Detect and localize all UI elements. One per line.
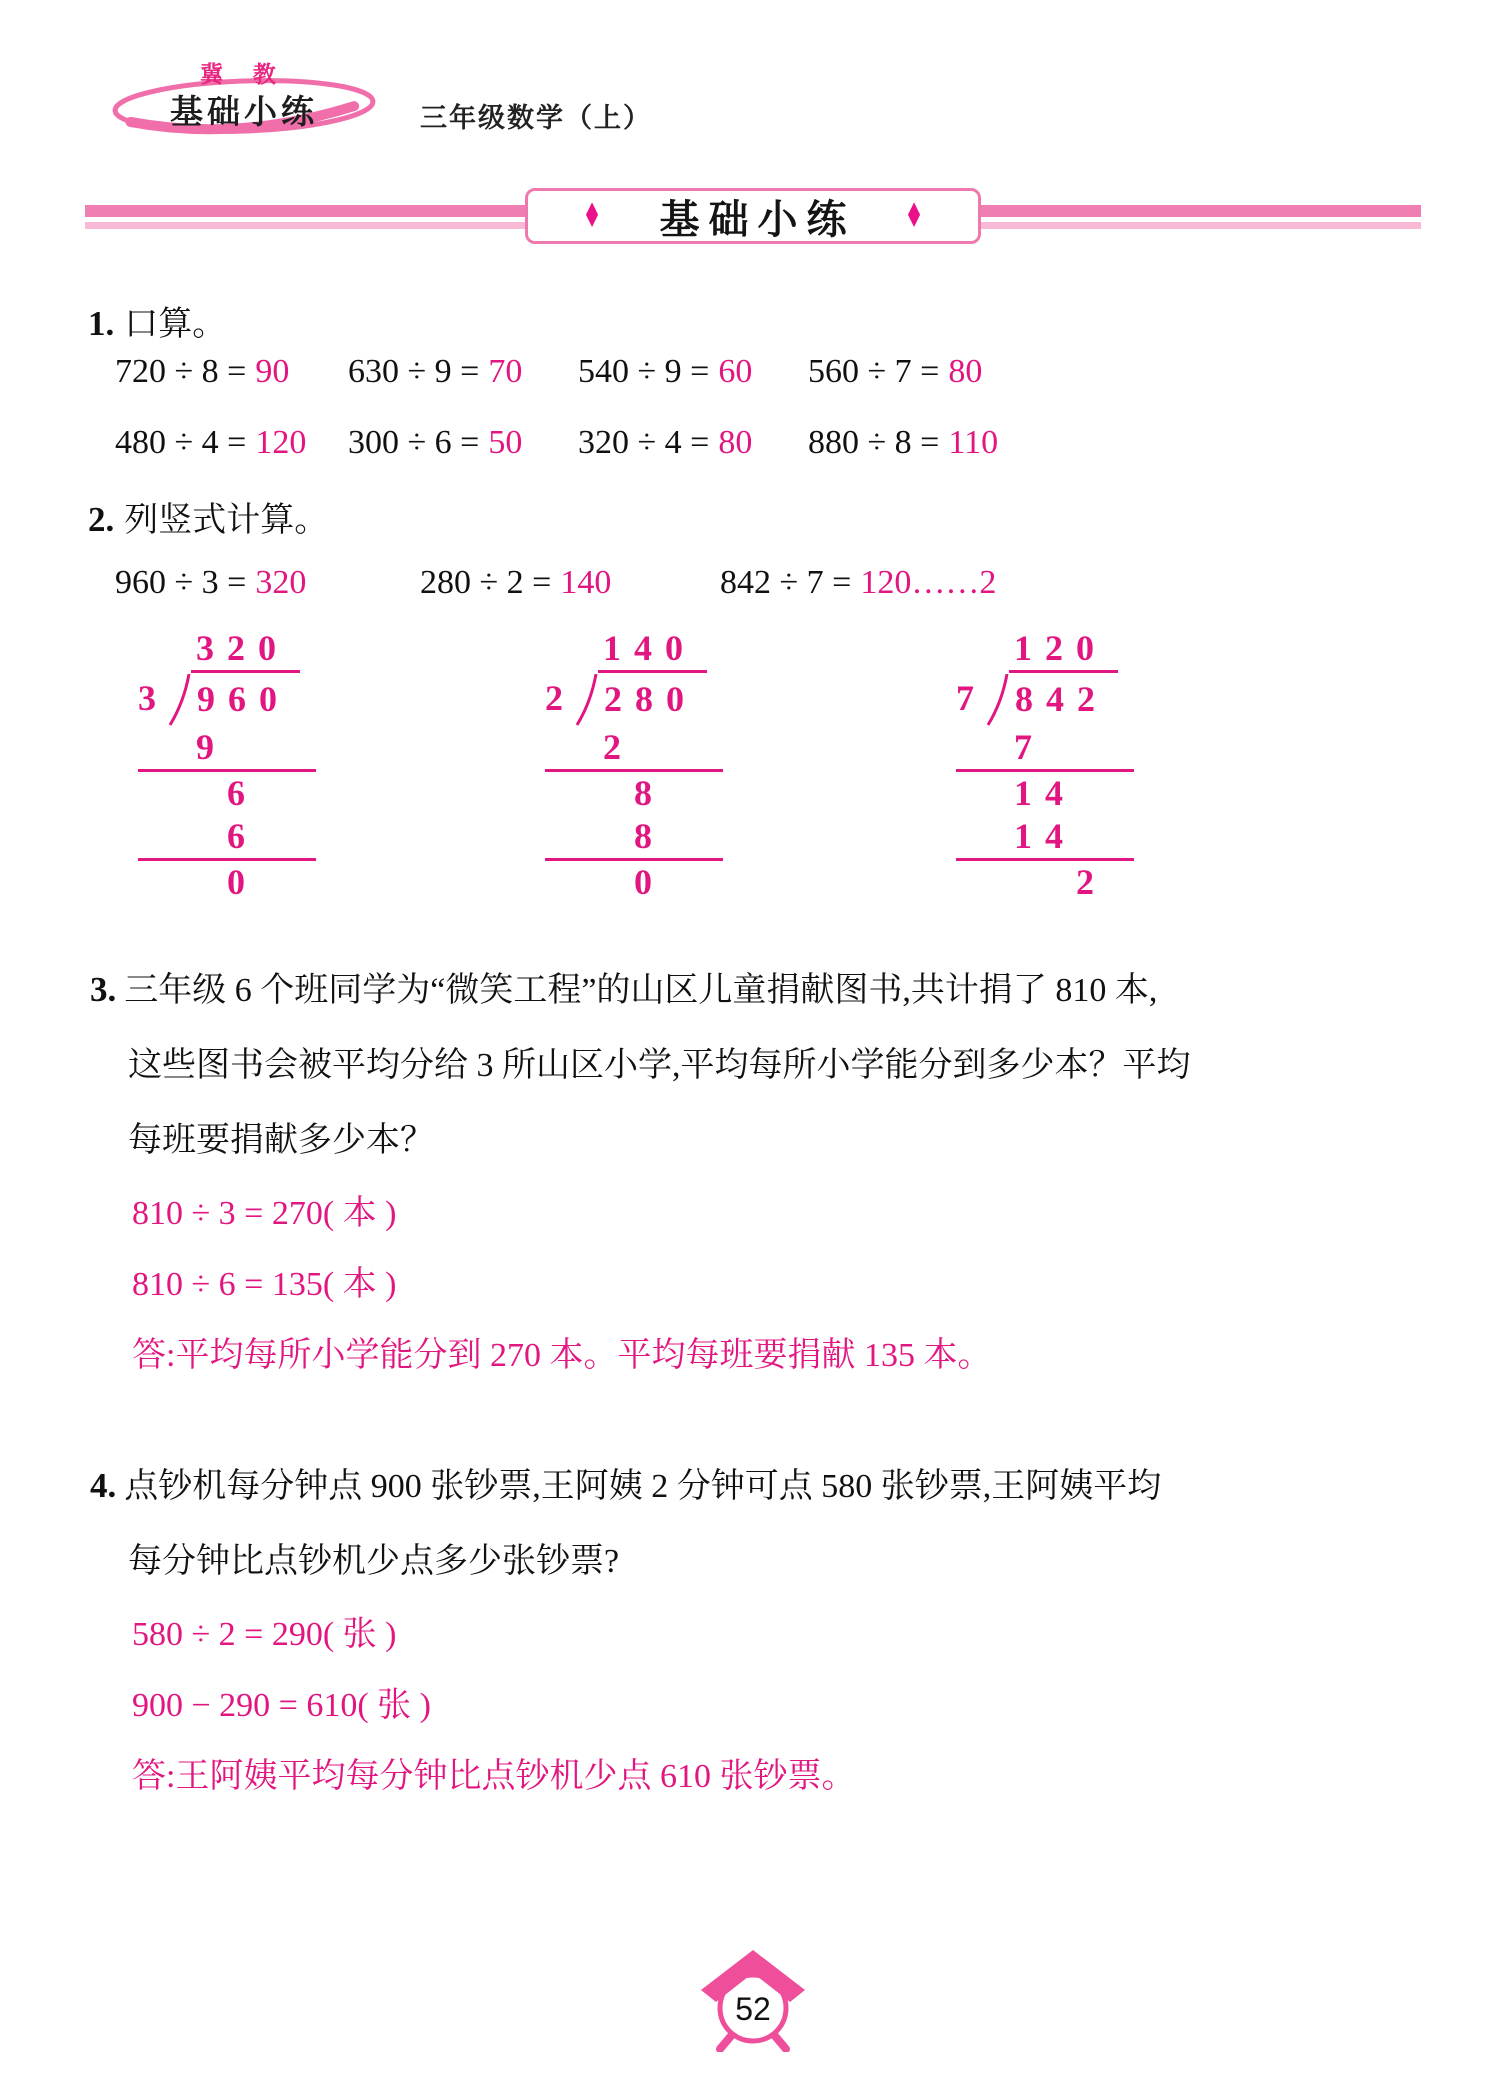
division-bracket-icon: [576, 674, 598, 726]
page-number: 52: [735, 1991, 771, 2027]
question-4: [90, 1448, 1420, 1812]
equation: 720 ÷ 8 = 90: [115, 353, 290, 390]
solution-line: 580 ÷ 2 = 290( 张 ): [132, 1616, 397, 1653]
book-title: 三年级数学（上）: [420, 103, 652, 133]
division-step: 6: [227, 773, 258, 813]
question-text-line: 每班要捐献多少本？: [128, 1122, 434, 1159]
division-step: 14: [956, 815, 1134, 861]
solution-line: 答:平均每所小学能分到 270 本。平均每班要捐献 135 本。: [132, 1337, 992, 1374]
division-step: 6: [138, 815, 316, 861]
section-banner: [85, 188, 1421, 250]
quotient: 120: [1014, 628, 1107, 668]
question-2-heading: [88, 492, 328, 541]
equation: 320 ÷ 4 = 80: [578, 424, 753, 461]
equation: 540 ÷ 9 = 60: [578, 353, 753, 390]
question-text-line: 4. 点钞机每分钟点 900 张钞票,王阿姨 2 分钟可点 580 张钞票,王阿姨平均: [90, 1466, 1162, 1505]
answer: 320: [255, 564, 307, 601]
answer: 110: [948, 424, 999, 461]
division-step: 0: [634, 862, 665, 902]
answer: 70: [488, 353, 523, 390]
division-bracket-icon: [987, 674, 1009, 726]
question-title: 列竖式计算。: [124, 502, 329, 539]
brand-logo: [108, 44, 380, 140]
question-1-heading: [88, 296, 226, 345]
question-number: 4.: [90, 1466, 117, 1505]
long-division-work-1: [138, 626, 316, 904]
dividend: 280: [598, 670, 707, 726]
answer: 90: [255, 353, 290, 390]
division-step: 8: [545, 815, 723, 861]
solution-line: 810 ÷ 6 = 135( 本 ): [132, 1266, 397, 1303]
division-step: 9: [138, 726, 316, 772]
answer: 120……2: [860, 564, 997, 601]
question-title: 口算。: [124, 306, 227, 343]
equation: 280 ÷ 2 = 140: [420, 564, 612, 601]
equation: 960 ÷ 3 = 320: [115, 564, 307, 601]
solution-line: 900 − 290 = 610( 张 ): [132, 1687, 431, 1724]
division-bracket-icon: [169, 674, 191, 726]
division-step: 0: [227, 862, 258, 902]
answer: 60: [718, 353, 753, 390]
divisor: 7: [956, 678, 987, 718]
quotient: 140: [603, 628, 696, 668]
equation: 480 ÷ 4 = 120: [115, 424, 307, 461]
answer: 120: [255, 424, 307, 461]
answer: 80: [718, 424, 753, 461]
division-step: 2: [1076, 862, 1107, 902]
question-text-line: 每分钟比点钞机少点多少张钞票?: [128, 1543, 620, 1580]
dividend: 960: [191, 670, 300, 726]
equation: 560 ÷ 7 = 80: [808, 353, 983, 390]
equation: 842 ÷ 7 = 120……2: [720, 564, 997, 601]
banner-title: 基础小练: [659, 197, 856, 242]
divisor: 2: [545, 678, 576, 718]
diamond-icon: ♦: [904, 196, 924, 236]
brand-edition-tag: 冀 教: [200, 62, 288, 87]
divisor: 3: [138, 678, 169, 718]
oral-calc-grid: [115, 352, 998, 463]
solution-line: 答:王阿姨平均每分钟比点钞机少点 610 张钞票。: [132, 1758, 856, 1795]
diamond-icon: ♦: [582, 196, 602, 236]
division-step: 14: [1014, 773, 1076, 813]
equation: 630 ÷ 9 = 70: [348, 353, 523, 390]
brand-name: 基础小练: [170, 95, 318, 131]
equation: 300 ÷ 6 = 50: [348, 424, 523, 461]
long-division-work-2: [545, 626, 723, 904]
question-number: 3.: [90, 970, 117, 1009]
solution-line: 810 ÷ 3 = 270( 本 ): [132, 1195, 397, 1232]
question-text-line: 3. 三年级 6 个班同学为“微笑工程”的山区儿童捐献图书,共计捐了 810 本,: [90, 970, 1158, 1009]
question-text-line: 这些图书会被平均分给 3 所山区小学,平均每所小学能分到多少本？平均: [128, 1047, 1191, 1084]
quotient: 320: [196, 628, 289, 668]
banner-box: [525, 188, 981, 244]
page-number-badge: [693, 1948, 813, 2057]
division-step: 7: [956, 726, 1134, 772]
alarm-clock-icon: [693, 1948, 813, 2052]
answer: 140: [560, 564, 612, 601]
question-number: 1.: [88, 304, 115, 343]
answer: 50: [488, 424, 523, 461]
long-division-work-3: [956, 626, 1134, 904]
answer: 80: [948, 353, 983, 390]
division-step: 2: [545, 726, 723, 772]
vertical-calc-equations: [115, 562, 996, 604]
dividend: 842: [1009, 670, 1118, 726]
equation: 880 ÷ 8 = 110: [808, 424, 999, 461]
question-number: 2.: [88, 500, 115, 539]
question-3: [90, 952, 1420, 1391]
division-step: 8: [634, 773, 665, 813]
